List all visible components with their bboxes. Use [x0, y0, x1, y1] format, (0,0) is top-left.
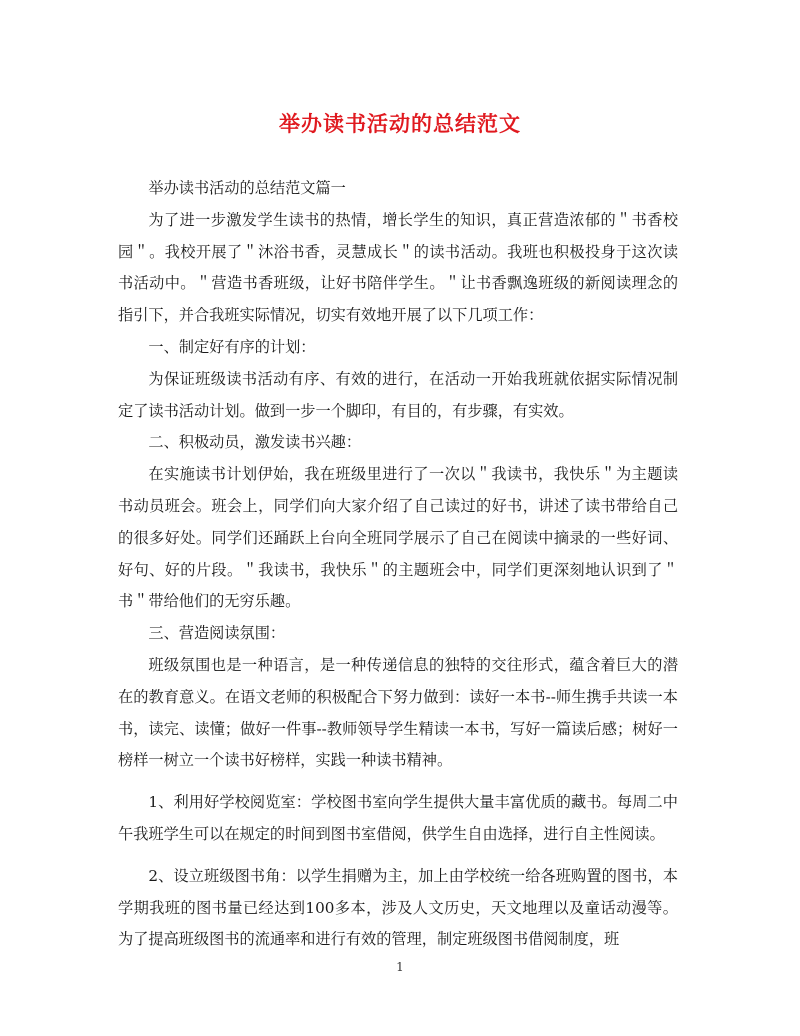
paragraph-book-corner: 2、设立班级图书角：以学生捐赠为主，加上由学校统一给各班购置的图书，本学期我班的图书量已经达到100多本，涉及人文历史，天文地理以及童话动漫等。为了提高班级图书的流通率和进行有效的管理，制定班级图书借阅制度，班 [118, 866, 678, 949]
paragraph-intro: 为了进一步激发学生读书的热情，增长学生的知识，真正营造浓郁的＂书香校园＂。我校开展了＂沐浴书香，灵慧成长＂的读书活动。我班也积极投身于这次读书活动中。＂营造书香班级，让好书陪伴学生。＂让书香飘逸班级的新阅读理念的指引下，并合我班实际情况，切实有效地开展了以下几项工作： [118, 210, 678, 325]
paragraph-subtitle: 举办读书活动的总结范文篇一 [148, 179, 346, 197]
document-title: 举办读书活动的总结范文 [279, 111, 521, 136]
paragraph-atmosphere: 班级氛围也是一种语言，是一种传递信息的独特的交往形式，蕴含着巨大的潜在的教育意义。在语文老师的积极配合下努力做到：读好一本书--师生携手共读一本书，读完、读懂；做好一件事--教师领导学生精读一本书，写好一篇读后感；树好一榜样一树立一个读书好榜样，实践一种读书精神。 [118, 655, 678, 770]
section-heading-3: 三、营造阅读氛围： [148, 624, 286, 643]
page-number: 1 [396, 960, 404, 974]
paragraph-mobilize: 在实施读书计划伊始，我在班级里进行了一次以＂我读书，我快乐＂为主题读书动员班会。班会上，同学们向大家介绍了自己读过的好书，讲述了读书带给自己的很多好处。同学们还踊跃上台向全班同学展示了自己在阅读中摘录的一些好词、好句、好的片段。＂我读书，我快乐＂的主题班会中，同学们更深刻地认识到了＂书＂带给他们的无穷乐趣。 [118, 465, 678, 611]
section-heading-1: 一、制定好有序的计划： [148, 337, 316, 356]
section-heading-2: 二、积极动员，激发读书兴趣： [148, 433, 362, 452]
paragraph-reading-room: 1、利用好学校阅览室：学校图书室向学生提供大量丰富优质的藏书。每周二中午我班学生可以在规定的时间到图书室借阅，供学生自由选择，进行自主性阅读。 [118, 793, 678, 843]
document-body [118, 173, 678, 956]
paragraph-plan: 为保证班级读书活动有序、有效的进行，在活动一开始我班就依据实际情况制定了读书活动计划。做到一步一个脚印，有目的，有步骤，有实效。 [118, 369, 678, 420]
